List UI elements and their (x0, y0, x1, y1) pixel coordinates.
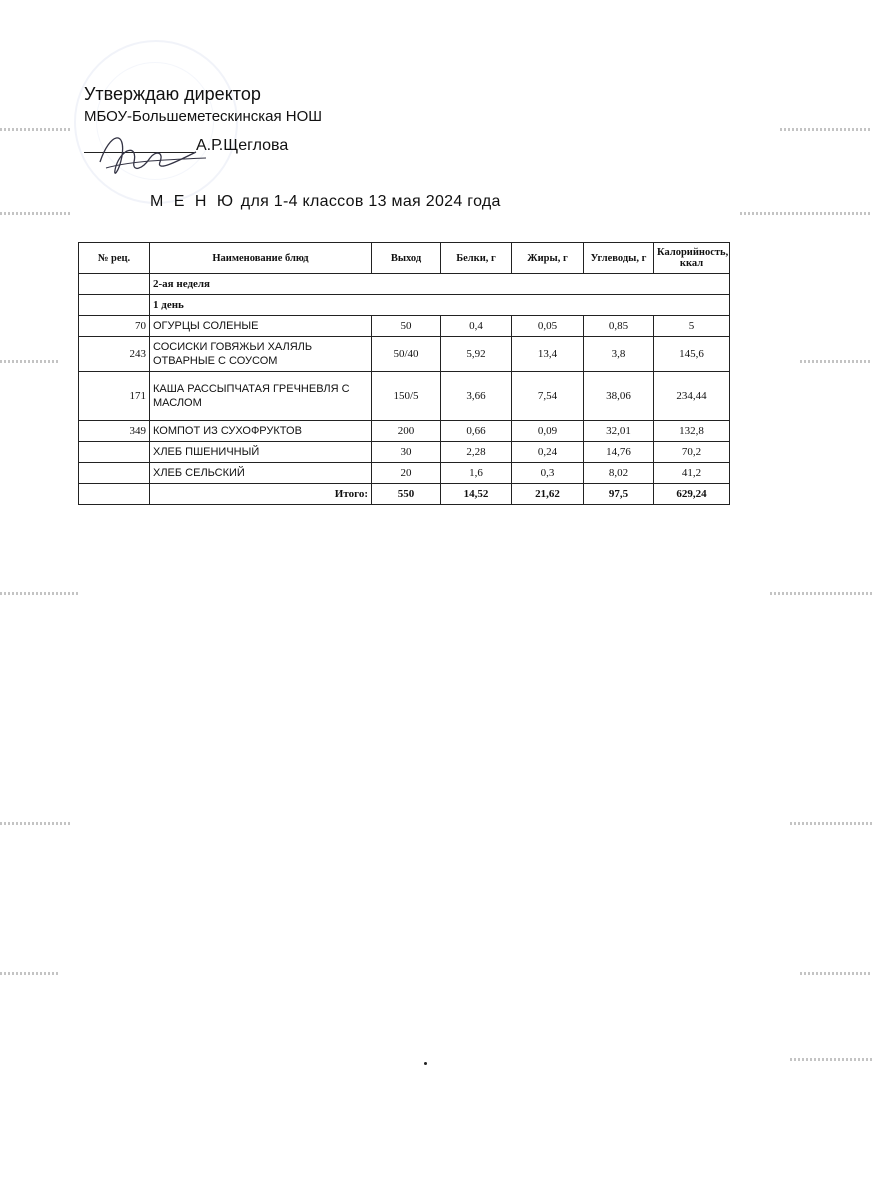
scan-artifact (740, 212, 872, 215)
recipe-number (79, 463, 150, 484)
dish-name: КАША РАССЫПЧАТАЯ ГРЕЧНЕВЛЯ С МАСЛОМ (150, 372, 372, 421)
output-cell: 30 (372, 442, 441, 463)
scan-artifact (0, 128, 70, 131)
total-fat: 21,62 (512, 484, 584, 505)
scan-artifact (0, 822, 70, 825)
fat-cell: 0,09 (512, 421, 584, 442)
col-header-calories: Калорийность, ккал (654, 243, 730, 274)
signer-name: А.Р.Щеглова (196, 137, 289, 154)
fat-cell: 7,54 (512, 372, 584, 421)
empty-cell (79, 295, 150, 316)
fat-cell: 0,24 (512, 442, 584, 463)
dish-name: ХЛЕБ СЕЛЬСКИЙ (150, 463, 372, 484)
menu-table (78, 242, 730, 505)
table-row (79, 442, 730, 463)
scan-artifact (770, 592, 872, 595)
table-row (79, 316, 730, 337)
recipe-number: 171 (79, 372, 150, 421)
scan-artifact (0, 212, 70, 215)
approval-line: Утверждаю директор (84, 84, 261, 104)
recipe-number: 70 (79, 316, 150, 337)
col-header-fat: Жиры, г (512, 243, 584, 274)
protein-cell: 2,28 (441, 442, 512, 463)
col-header-dish: Наименование блюд (150, 243, 372, 274)
col-header-protein: Белки, г (441, 243, 512, 274)
total-row (79, 484, 730, 505)
carbs-cell: 8,02 (584, 463, 654, 484)
dish-name: ОГУРЦЫ СОЛЕНЫЕ (150, 316, 372, 337)
calories-cell: 234,44 (654, 372, 730, 421)
output-cell: 50 (372, 316, 441, 337)
calories-cell: 132,8 (654, 421, 730, 442)
fat-cell: 0,05 (512, 316, 584, 337)
table-row (79, 372, 730, 421)
carbs-cell: 14,76 (584, 442, 654, 463)
output-cell: 150/5 (372, 372, 441, 421)
calories-cell: 41,2 (654, 463, 730, 484)
total-protein: 14,52 (441, 484, 512, 505)
organization-name: МБОУ-Большеметескинская НОШ (84, 108, 323, 125)
recipe-number: 349 (79, 421, 150, 442)
protein-cell: 0,4 (441, 316, 512, 337)
scan-artifact (800, 360, 872, 363)
col-header-recipe: № рец. (79, 243, 150, 274)
col-header-carbs: Углеводы, г (584, 243, 654, 274)
title-rest: для 1-4 классов 13 мая 2024 года (236, 193, 501, 210)
protein-cell: 3,66 (441, 372, 512, 421)
protein-cell: 5,92 (441, 337, 512, 372)
fat-cell: 0,3 (512, 463, 584, 484)
scan-artifact (0, 972, 60, 975)
scan-artifact (790, 822, 872, 825)
day-label: 1 день (150, 295, 730, 316)
title-menu-word: М Е Н Ю (150, 193, 237, 210)
table-header-row (79, 243, 730, 274)
scan-artifact (0, 592, 80, 595)
total-calories: 629,24 (654, 484, 730, 505)
protein-cell: 1,6 (441, 463, 512, 484)
total-carbs: 97,5 (584, 484, 654, 505)
recipe-number: 243 (79, 337, 150, 372)
dish-name: КОМПОТ ИЗ СУХОФРУКТОВ (150, 421, 372, 442)
calories-cell: 145,6 (654, 337, 730, 372)
table-row (79, 463, 730, 484)
carbs-cell: 3,8 (584, 337, 654, 372)
dish-name: ХЛЕБ ПШЕНИЧНЫЙ (150, 442, 372, 463)
scan-artifact (780, 128, 872, 131)
scan-speck (424, 1062, 427, 1065)
day-row (79, 295, 730, 316)
dish-name: СОСИСКИ ГОВЯЖЬИ ХАЛЯЛЬ ОТВАРНЫЕ С СОУСОМ (150, 337, 372, 372)
calories-cell: 5 (654, 316, 730, 337)
table-row (79, 421, 730, 442)
protein-cell: 0,66 (441, 421, 512, 442)
week-row (79, 274, 730, 295)
page-title (150, 193, 501, 211)
col-header-output: Выход (372, 243, 441, 274)
scan-artifact (790, 1058, 872, 1061)
carbs-cell: 38,06 (584, 372, 654, 421)
scan-artifact (0, 360, 60, 363)
empty-cell (79, 484, 150, 505)
empty-cell (79, 274, 150, 295)
fat-cell: 13,4 (512, 337, 584, 372)
output-cell: 20 (372, 463, 441, 484)
calories-cell: 70,2 (654, 442, 730, 463)
handwritten-signature (86, 122, 216, 192)
table-row (79, 337, 730, 372)
carbs-cell: 32,01 (584, 421, 654, 442)
carbs-cell: 0,85 (584, 316, 654, 337)
total-output: 550 (372, 484, 441, 505)
total-label: Итого: (150, 484, 372, 505)
output-cell: 50/40 (372, 337, 441, 372)
recipe-number (79, 442, 150, 463)
week-label: 2-ая неделя (150, 274, 730, 295)
scan-artifact (800, 972, 872, 975)
output-cell: 200 (372, 421, 441, 442)
